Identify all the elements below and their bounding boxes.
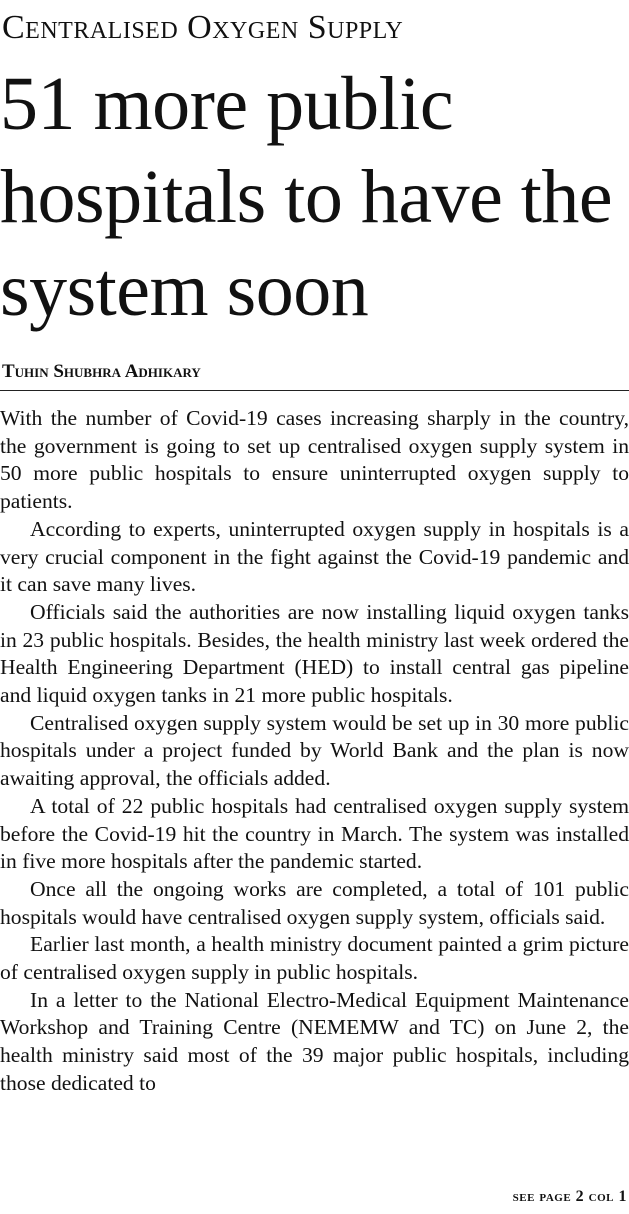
byline-divider — [0, 390, 629, 391]
byline: Tuhin Shubhra Adhikary — [2, 361, 201, 382]
headline: 51 more public hospitals to have the system soon — [0, 62, 613, 332]
kicker: Centralised Oxygen Supply — [2, 9, 404, 46]
paragraph: Centralised oxygen supply system would be set up in 30 more public hospitals under a project funded by World Bank and the plan is now awaiting approval, the officials added. — [0, 710, 629, 791]
paragraph: According to experts, uninterrupted oxygen supply in hospitals is a very crucial component in the fight against the Covid-19 pandemic and it can save many lives. — [0, 516, 629, 597]
article-body — [0, 405, 629, 1098]
paragraph: Once all the ongoing works are completed, a total of 101 public hospitals would have centralised oxygen supply system, officials said. — [0, 876, 629, 929]
paragraph: Earlier last month, a health ministry document painted a grim picture of centralised oxygen supply in public hospitals. — [0, 932, 629, 985]
paragraph: With the number of Covid-19 cases increasing sharply in the country, the government is going to set up centralised oxygen supply system in 50 more public hospitals to ensure uninterrupted oxygen supply to patients. — [0, 406, 629, 514]
paragraph: A total of 22 public hospitals had centralised oxygen supply system before the Covid-19 hit the country in March. The system was installed in five more hospitals after the pandemic started. — [0, 793, 629, 874]
paragraph: In a letter to the National Electro-Medical Equipment Maintenance Workshop and Training Centre (NEMEMW and TC) on June 2, the health ministry said most of the 39 major public hospitals, including those dedicated to — [0, 987, 629, 1095]
continued-on-link: see page 2 col 1 — [512, 1188, 627, 1205]
paragraph: Officials said the authorities are now installing liquid oxygen tanks in 23 public hospitals. Besides, the health ministry last week ordered the Health Engineering Department (HED) to install central gas pipeline and liquid oxygen tanks in 21 more public hospitals. — [0, 599, 629, 708]
